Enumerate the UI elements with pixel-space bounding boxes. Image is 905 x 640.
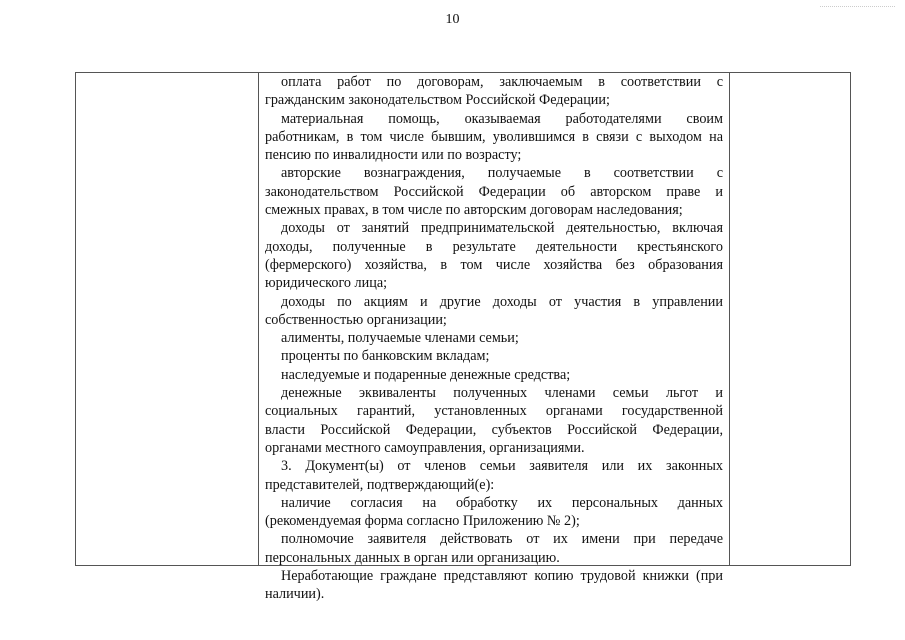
paragraph xyxy=(265,329,723,347)
text-line: (фермерского) хозяйства, в том числе хозяйства без образования xyxy=(265,256,723,273)
text-line: гражданским законодательством Российской Федерации; xyxy=(265,92,610,109)
text-line: работникам, в том числе бывшим, уволившимся в связи с выходом на xyxy=(265,128,723,145)
paragraph xyxy=(265,567,723,604)
text-line: денежные эквиваленты полученных членами семьи льгот и xyxy=(281,385,723,402)
paragraph xyxy=(265,219,723,292)
paragraph xyxy=(265,494,723,531)
text-line: доходы, полученные в результате деятельности крестьянского xyxy=(265,238,723,255)
text-line: полномочие заявителя действовать от их имени при передаче xyxy=(281,531,723,548)
text-line: наследуемые и подаренные денежные средства; xyxy=(281,366,571,383)
text-line: собственностью организации; xyxy=(265,311,447,328)
text-line: органами местного самоуправления, организациями. xyxy=(265,439,585,456)
text-line: законодательством Российской Федерации об авторском праве и xyxy=(265,183,723,200)
paragraph xyxy=(265,73,723,110)
text-line: доходы по акциям и другие доходы от участия в управлении xyxy=(281,293,723,310)
text-line: доходы от занятий предпринимательской деятельностью, включая xyxy=(281,220,723,237)
document-table xyxy=(75,72,851,603)
text-line: наличие согласия на обработку их персональных данных xyxy=(281,494,723,511)
text-line: власти Российской Федерации, субъектов Российской Федерации, xyxy=(265,421,723,438)
text-line: пенсию по инвалидности или по возрасту; xyxy=(265,147,522,164)
text-line: Неработающие граждане представляют копию трудовой книжки (при xyxy=(281,568,723,585)
text-line: алименты, получаемые членами семьи; xyxy=(281,330,519,347)
text-line: 3. Документ(ы) от членов семьи заявителя или их законных xyxy=(281,458,723,475)
text-line: оплата работ по договорам, заключаемым в соответствии с xyxy=(281,74,723,90)
paragraph xyxy=(265,530,723,567)
paragraph xyxy=(265,366,723,384)
paragraph xyxy=(265,110,723,165)
table-cell-right xyxy=(729,73,851,565)
text-line: представителей, подтверждающий(е): xyxy=(265,476,495,493)
paragraph xyxy=(265,293,723,330)
text-line: социальных гарантий, установленных органами государственной xyxy=(265,403,723,420)
text-line: материальная помощь, оказываемая работодателями своим xyxy=(281,110,723,127)
paragraph xyxy=(265,384,723,457)
text-line: авторские вознаграждения, получаемые в соответствии с xyxy=(281,165,723,182)
text-line: персональных данных в орган или организацию. xyxy=(265,549,560,566)
table-cell-left xyxy=(76,73,259,565)
paragraph xyxy=(265,347,723,365)
scan-artifact xyxy=(820,6,895,7)
cell-text xyxy=(259,73,729,604)
text-line: юридического лица; xyxy=(265,275,388,292)
text-line: проценты по банковским вкладам; xyxy=(281,348,490,365)
table-cell-middle xyxy=(259,73,729,603)
paragraph xyxy=(265,457,723,494)
text-line: смежных правах, в том числе по авторским договорам наследования; xyxy=(265,202,683,219)
page-number: 10 xyxy=(445,12,460,27)
text-line: (рекомендуемая форма согласно Приложению № 2); xyxy=(265,513,580,530)
text-line: наличии). xyxy=(265,586,325,603)
paragraph xyxy=(265,164,723,219)
